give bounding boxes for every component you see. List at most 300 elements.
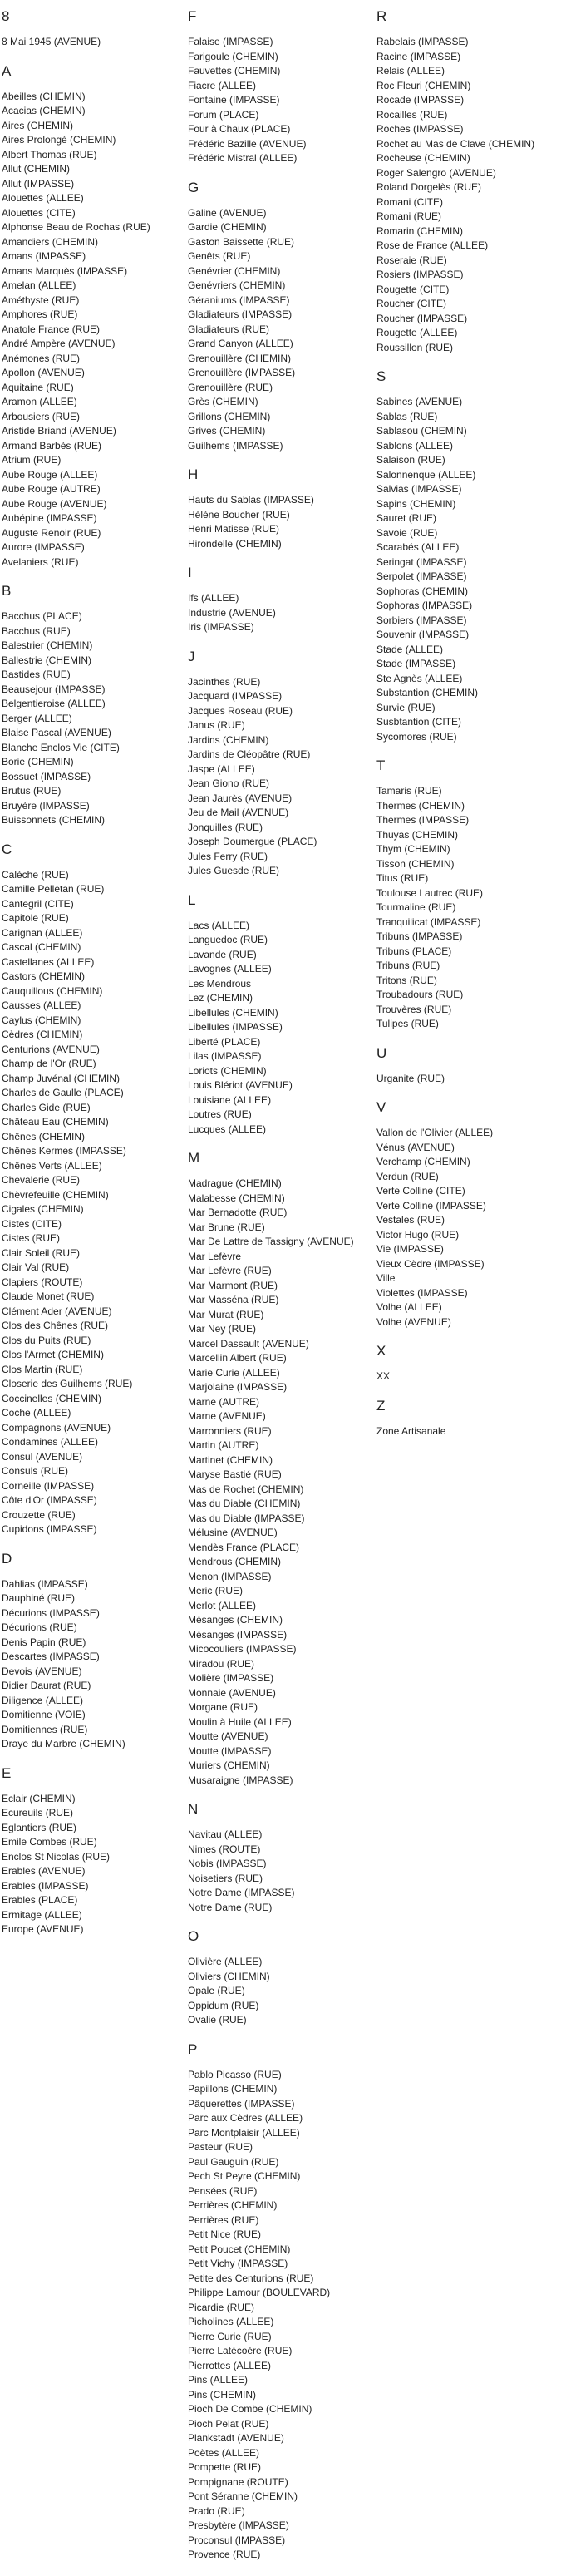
letter-heading: U	[376, 1044, 387, 1061]
street-item: Acacias (CHEMIN)	[2, 105, 86, 116]
street-list	[2, 609, 185, 828]
letter-heading: P	[188, 2041, 198, 2057]
street-item: Fauvettes (CHEMIN)	[188, 65, 281, 76]
street-item: Moulin à Huile (ALLEE)	[188, 1715, 292, 1728]
street-item: Opale (RUE)	[188, 1985, 245, 1996]
street-item: Descartes (IMPASSE)	[2, 1651, 100, 1662]
street-item: Volhe (ALLEE)	[376, 1301, 442, 1313]
street-item: Pompette (RUE)	[188, 2461, 262, 2473]
street-item: Roland Dorgelès (RUE)	[376, 181, 482, 193]
street-item: Industrie (AVENUE)	[188, 606, 276, 619]
street-item: Consul (AVENUE)	[2, 1450, 83, 1463]
street-item: Roussillon (RUE)	[376, 341, 454, 353]
street-item: Parc aux Cèdres (ALLEE)	[188, 2112, 303, 2124]
street-item: Falaise (IMPASSE)	[188, 36, 273, 47]
street-item: Pech St Peyre (CHEMIN)	[188, 2170, 301, 2182]
street-item: Alouettes (ALLEE)	[2, 192, 84, 204]
street-item: Domitienne (VOIE)	[2, 1709, 86, 1720]
street-item: Hauts du Sablas (IMPASSE)	[188, 494, 314, 506]
street-item: Jules Guesde (RUE)	[188, 865, 280, 876]
street-item: Meric (RUE)	[188, 1585, 243, 1596]
street-item: Hirondelle (CHEMIN)	[188, 537, 282, 550]
street-item: Domitiennes (RUE)	[2, 1723, 88, 1735]
street-list	[376, 1072, 559, 1087]
street-item: Urganite (RUE)	[376, 1072, 445, 1084]
street-item: Joseph Doumergue (PLACE)	[188, 836, 317, 847]
street-item: Aires Prolongé (CHEMIN)	[2, 134, 116, 146]
street-item: Verte Colline (CITE)	[376, 1185, 465, 1197]
street-item: Tribuns (PLACE)	[376, 945, 452, 957]
street-item: Rosiers (IMPASSE)	[376, 269, 464, 280]
street-item: Caléche (RUE)	[2, 868, 69, 881]
street-item: Pierrottes (ALLEE)	[188, 2359, 272, 2371]
street-item: Sablasou (CHEMIN)	[376, 425, 467, 437]
street-item: Madrague (CHEMIN)	[188, 1177, 282, 1189]
street-item: Louisiane (ALLEE)	[188, 1093, 272, 1106]
street-item: Mar Lefèvre	[188, 1250, 242, 1262]
street-item: Roches (IMPASSE)	[376, 123, 464, 135]
letter-section-t	[376, 758, 559, 1032]
street-item: Troubadours (RUE)	[376, 989, 464, 1000]
street-item: Stade (IMPASSE)	[376, 658, 456, 669]
street-item: Romani (CITE)	[376, 195, 444, 208]
street-item: Pompignane (ROUTE)	[188, 2475, 288, 2488]
street-item: Lavande (RUE)	[188, 948, 257, 960]
street-item: Provence (RUE)	[188, 2549, 261, 2560]
street-item: Draye du Marbre (CHEMIN)	[2, 1738, 125, 1749]
street-item: Europe (AVENUE)	[2, 1923, 84, 1935]
street-item: Chênes Kermes (IMPASSE)	[2, 1145, 126, 1157]
street-item: Beausejour (IMPASSE)	[2, 683, 106, 695]
street-item: Lucques (ALLEE)	[188, 1123, 267, 1135]
street-item: Violettes (IMPASSE)	[376, 1286, 468, 1299]
street-item: Jacques Roseau (RUE)	[188, 704, 293, 717]
street-item: Bacchus (RUE)	[2, 624, 71, 637]
street-item: André Ampère (AVENUE)	[2, 338, 116, 349]
letter-section-p	[188, 2041, 371, 2563]
street-item: Aramon (ALLEE)	[2, 396, 77, 407]
street-item: Jules Ferry (RUE)	[188, 850, 268, 862]
street-item: Vie (IMPASSE)	[376, 1243, 444, 1255]
street-item: Coche (ALLEE)	[2, 1407, 71, 1419]
street-item: Perrières (RUE)	[188, 2213, 259, 2226]
street-list	[2, 90, 185, 570]
street-list	[376, 1126, 559, 1330]
street-item: Martin (AUTRE)	[188, 1439, 259, 1451]
street-item: Souvenir (IMPASSE)	[376, 629, 470, 640]
street-item: Loriots (CHEMIN)	[188, 1064, 267, 1077]
street-item: Jonquilles (RUE)	[188, 821, 263, 833]
street-item: Marcel Dassault (AVENUE)	[188, 1337, 309, 1350]
street-item: Miradou (RUE)	[188, 1657, 255, 1670]
street-item: Clos des Chênes (RUE)	[2, 1320, 109, 1331]
street-item: Bossuet (IMPASSE)	[2, 770, 91, 782]
street-item: Pablo Picasso (RUE)	[188, 2068, 282, 2080]
street-item: Plankstadt (AVENUE)	[188, 2432, 284, 2444]
street-item: Dahlias (IMPASSE)	[2, 1577, 88, 1590]
street-item: Buissonnets (CHEMIN)	[2, 814, 106, 826]
street-item: Mendès France (PLACE)	[188, 1541, 300, 1553]
street-item: Jeu de Mail (AVENUE)	[188, 807, 289, 818]
street-item: Cupidons (IMPASSE)	[2, 1523, 97, 1535]
street-item: Tisson (CHEMIN)	[376, 857, 455, 870]
street-item: Clos Martin (RUE)	[2, 1363, 83, 1375]
street-item: Maryse Bastié (RUE)	[188, 1468, 282, 1480]
street-item: Rougette (ALLEE)	[376, 327, 458, 338]
street-item: Ballestrie (CHEMIN)	[2, 654, 92, 666]
street-item: Sophoras (IMPASSE)	[376, 600, 473, 611]
street-item: Pâquerettes (IMPASSE)	[188, 2097, 295, 2110]
street-item: Loutres (RUE)	[188, 1108, 252, 1120]
street-item: Prado (RUE)	[188, 2504, 245, 2517]
street-list	[188, 206, 371, 454]
street-item: Seringat (IMPASSE)	[376, 555, 467, 568]
letter-heading: X	[376, 1343, 386, 1359]
street-item: Cascal (CHEMIN)	[2, 941, 81, 953]
street-item: Gardie (CHEMIN)	[188, 221, 267, 233]
street-item: Arbousiers (RUE)	[2, 410, 81, 422]
street-item: Ermitage (ALLEE)	[2, 1908, 82, 1921]
street-item: Papillons (CHEMIN)	[188, 2083, 278, 2095]
street-item: Mésanges (CHEMIN)	[188, 1614, 283, 1626]
street-item: Ste Agnès (ALLEE)	[376, 672, 463, 684]
street-item: Albert Thomas (RUE)	[2, 148, 97, 160]
street-item: Perrières (CHEMIN)	[188, 2199, 278, 2211]
letter-section-u	[376, 1045, 559, 1087]
street-item: Marne (AUTRE)	[188, 1395, 260, 1408]
street-item: Zone Artisanale	[376, 1424, 446, 1437]
street-item: Ville	[376, 1272, 396, 1284]
letter-heading: T	[376, 758, 386, 773]
street-item: Marcellin Albert (RUE)	[188, 1352, 287, 1364]
street-item: Janus (RUE)	[188, 719, 245, 731]
street-item: Fiacre (ALLEE)	[188, 79, 257, 91]
street-item: Vieux Cèdre (IMPASSE)	[376, 1257, 485, 1270]
street-item: Rougette (CITE)	[376, 283, 450, 295]
street-item: Marronniers (RUE)	[188, 1424, 272, 1437]
street-item: Stade (ALLEE)	[376, 643, 444, 655]
street-item: Scarabés (ALLEE)	[376, 541, 460, 553]
letter-heading: V	[376, 1099, 386, 1115]
street-item: Frédéric Bazille (AVENUE)	[188, 137, 307, 150]
street-item: Capitole (RUE)	[2, 912, 69, 924]
street-item: Malabesse (CHEMIN)	[188, 1192, 285, 1204]
street-item: Libellules (CHEMIN)	[188, 1006, 278, 1019]
street-item: Fontaine (IMPASSE)	[188, 94, 280, 106]
street-list	[376, 395, 559, 744]
letter-section-e	[2, 1765, 185, 1937]
street-item: Géraniums (IMPASSE)	[188, 294, 290, 306]
street-item: Mar Bernadotte (RUE)	[188, 1207, 288, 1218]
letter-heading: D	[2, 1550, 12, 1567]
street-item: Erables (IMPASSE)	[2, 1879, 89, 1892]
street-item: Amelan (ALLEE)	[2, 279, 76, 291]
letter-heading: M	[188, 1150, 200, 1166]
street-item: Verchamp (CHEMIN)	[376, 1156, 470, 1167]
street-item: Mendrous (CHEMIN)	[188, 1556, 282, 1567]
street-item: Romani (RUE)	[376, 210, 442, 222]
letter-section-o	[188, 1928, 371, 2028]
street-item: Survie (RUE)	[376, 701, 436, 713]
street-item: Centurions (AVENUE)	[2, 1043, 100, 1055]
street-item: Victor Hugo (RUE)	[376, 1228, 460, 1241]
street-item: Rochet au Mas de Clave (CHEMIN)	[376, 137, 535, 150]
street-item: Belgentieroise (ALLEE)	[2, 698, 106, 709]
street-item: Tourmaline (RUE)	[376, 901, 456, 913]
street-item: Chênes Verts (ALLEE)	[2, 1159, 102, 1172]
street-item: Nobis (IMPASSE)	[188, 1858, 267, 1869]
street-item: Compagnons (AVENUE)	[2, 1421, 111, 1434]
street-item: Jacquard (IMPASSE)	[188, 690, 283, 702]
street-item: Grives (CHEMIN)	[188, 425, 266, 437]
street-item: Brutus (RUE)	[2, 785, 62, 797]
letter-heading: A	[2, 62, 12, 79]
street-item: Tamaris (RUE)	[376, 785, 442, 797]
street-item: Les Mendrous	[188, 977, 252, 989]
letter-heading: O	[188, 1928, 199, 1944]
street-item: Presbytère (IMPASSE)	[188, 2519, 289, 2531]
street-item: Consuls (RUE)	[2, 1465, 69, 1477]
street-item: Grenouillère (CHEMIN)	[188, 352, 292, 364]
street-list	[188, 35, 371, 166]
letter-heading: S	[376, 368, 386, 384]
street-item: Marne (AVENUE)	[188, 1410, 266, 1422]
street-item: Morgane (RUE)	[188, 1701, 258, 1713]
street-item: Petit Nice (RUE)	[188, 2228, 262, 2240]
street-item: Rabelais (IMPASSE)	[376, 36, 469, 47]
street-item: Aires (CHEMIN)	[2, 119, 73, 131]
street-list	[188, 591, 371, 635]
street-column-1	[2, 8, 185, 1951]
letter-heading: N	[188, 1801, 199, 1817]
street-item: Jean Jaurès (AVENUE)	[188, 792, 293, 804]
letter-heading: F	[188, 8, 197, 24]
street-item: Aristide Briand (AVENUE)	[2, 425, 116, 437]
street-item: Pierre Latécoère (RUE)	[188, 2345, 293, 2356]
street-item: Volhe (AVENUE)	[376, 1315, 451, 1328]
street-item: Musaraigne (IMPASSE)	[188, 1774, 293, 1786]
street-item: Amans (IMPASSE)	[2, 250, 86, 262]
street-item: Louis Blériot (AVENUE)	[188, 1079, 293, 1091]
street-item: Didier Daurat (RUE)	[2, 1680, 91, 1691]
street-item: Substantion (CHEMIN)	[376, 687, 479, 698]
street-item: Poètes (ALLEE)	[188, 2446, 260, 2459]
street-item: Castors (CHEMIN)	[2, 970, 86, 982]
street-list	[2, 1792, 185, 1937]
street-item: Notre Dame (RUE)	[188, 1901, 273, 1913]
street-item: Cauquillous (CHEMIN)	[2, 985, 103, 997]
street-item: Oppidum (RUE)	[188, 1999, 259, 2011]
letter-section-j	[188, 649, 371, 879]
street-item: Allut (CHEMIN)	[2, 163, 71, 175]
street-item: Eglantiers (RUE)	[2, 1821, 77, 1833]
street-item: Mar Masséna (RUE)	[188, 1294, 279, 1305]
street-item: Cistes (RUE)	[2, 1232, 61, 1244]
street-item: Petit Poucet (CHEMIN)	[188, 2243, 291, 2255]
street-item: Chevalerie (RUE)	[2, 1174, 81, 1186]
street-item: Jardins (CHEMIN)	[188, 733, 269, 746]
street-item: Crouzette (RUE)	[2, 1508, 76, 1521]
street-item: Enclos St Nicolas (RUE)	[2, 1850, 111, 1863]
street-item: Tulipes (RUE)	[376, 1018, 439, 1029]
letter-section-n	[188, 1801, 371, 1915]
street-item: Anémones (RUE)	[2, 352, 81, 364]
street-item: Gladiateurs (IMPASSE)	[188, 308, 293, 320]
street-item: Lez (CHEMIN)	[188, 992, 253, 1004]
street-item: Henri Matisse (RUE)	[188, 523, 280, 535]
letter-section-r	[376, 8, 559, 355]
street-item: Pensées (RUE)	[188, 2184, 258, 2197]
street-item: Mar Lefèvre (RUE)	[188, 1265, 272, 1276]
street-item: Amandiers (CHEMIN)	[2, 235, 99, 248]
street-item: 8 Mai 1945 (AVENUE)	[2, 36, 101, 47]
street-item: Liberté (PLACE)	[188, 1035, 261, 1048]
street-item: Côte d'Or (IMPASSE)	[2, 1494, 97, 1506]
street-item: Roseraie (RUE)	[376, 254, 447, 266]
street-item: Pins (ALLEE)	[188, 2374, 249, 2386]
street-item: Racine (IMPASSE)	[376, 50, 461, 62]
street-item: Gaston Baissette (RUE)	[188, 235, 295, 248]
street-item: Rocade (IMPASSE)	[376, 94, 465, 106]
street-item: Pont Séranne (CHEMIN)	[188, 2490, 298, 2502]
street-item: Galine (AVENUE)	[188, 206, 267, 219]
letter-heading: I	[188, 565, 192, 580]
street-item: Clapiers (ROUTE)	[2, 1276, 83, 1288]
street-item: Forum (PLACE)	[188, 108, 259, 121]
street-item: Jaspe (ALLEE)	[188, 762, 255, 775]
street-item: Eclair (CHEMIN)	[2, 1792, 76, 1804]
street-item: Grès (CHEMIN)	[188, 396, 258, 407]
street-item: Sorbiers (IMPASSE)	[376, 614, 467, 626]
street-item: Sophoras (CHEMIN)	[376, 585, 469, 597]
street-item: Sapins (CHEMIN)	[376, 497, 456, 510]
street-item: Navitau (ALLEE)	[188, 1828, 263, 1840]
street-list	[188, 675, 371, 879]
street-item: Borie (CHEMIN)	[2, 756, 74, 767]
street-item: Micocouliers (IMPASSE)	[188, 1643, 297, 1655]
letter-section-f	[188, 8, 371, 166]
street-item: Monnaie (AVENUE)	[188, 1686, 276, 1699]
street-item: Lilas (IMPASSE)	[188, 1050, 262, 1062]
street-item: Aube Rouge (AUTRE)	[2, 483, 101, 495]
street-item: Genêts (RUE)	[188, 250, 251, 262]
street-item: Mar Marmont (RUE)	[188, 1279, 278, 1291]
letter-section-a	[2, 63, 185, 570]
letter-section-8	[2, 8, 185, 50]
street-item: Ifs (ALLEE)	[188, 592, 239, 604]
street-item: Jardins de Cléopâtre (RUE)	[188, 748, 311, 760]
street-item: Carignan (ALLEE)	[2, 926, 83, 939]
street-item: Aube Rouge (ALLEE)	[2, 468, 98, 481]
street-item: Mélusine (AVENUE)	[188, 1527, 278, 1538]
street-item: Sabines (AVENUE)	[376, 396, 463, 407]
street-item: Château Eau (CHEMIN)	[2, 1116, 109, 1128]
street-item: Farigoule (CHEMIN)	[188, 50, 278, 62]
street-item: Denis Papin (RUE)	[2, 1636, 86, 1648]
street-item: Bastides (RUE)	[2, 669, 71, 680]
street-item: Condamines (ALLEE)	[2, 1436, 99, 1448]
street-list	[188, 919, 371, 1137]
street-item: Titus (RUE)	[376, 872, 429, 884]
street-item: Libellules (IMPASSE)	[188, 1021, 283, 1033]
letter-heading: B	[2, 583, 12, 599]
street-item: Aurore (IMPASSE)	[2, 541, 85, 553]
street-item: Verte Colline (IMPASSE)	[376, 1199, 486, 1212]
street-item: Dauphiné (RUE)	[2, 1592, 76, 1604]
street-item: Clair Val (RUE)	[2, 1261, 70, 1273]
street-item: Hélène Boucher (RUE)	[188, 508, 290, 521]
street-item: Chèvrefeuille (CHEMIN)	[2, 1188, 109, 1201]
street-item: Proconsul (IMPASSE)	[188, 2534, 286, 2546]
street-item: Salaison (RUE)	[376, 454, 445, 466]
street-item: Mar Ney (RUE)	[188, 1323, 257, 1335]
street-item: Tribuns (RUE)	[376, 960, 440, 971]
street-item: Olivière (ALLEE)	[188, 1956, 263, 1967]
street-item: Alphonse Beau de Rochas (RUE)	[2, 221, 150, 233]
letter-heading: Z	[376, 1397, 386, 1414]
letter-heading: H	[188, 466, 199, 482]
street-item: Clair Soleil (RUE)	[2, 1246, 81, 1259]
street-item: Emile Combes (RUE)	[2, 1836, 97, 1848]
street-item: Auguste Renoir (RUE)	[2, 526, 101, 539]
street-item: Cantegril (CITE)	[2, 897, 74, 910]
street-item: Mésanges (IMPASSE)	[188, 1628, 288, 1641]
street-item: Champ Juvénal (CHEMIN)	[2, 1072, 121, 1084]
street-item: Rocheuse (CHEMIN)	[376, 152, 470, 164]
street-item: Blaise Pascal (AVENUE)	[2, 727, 111, 738]
street-item: Améthyste (RUE)	[2, 294, 80, 306]
street-item: Causses (ALLEE)	[2, 999, 81, 1011]
street-item: Clément Ader (AVENUE)	[2, 1305, 112, 1317]
letter-heading: E	[2, 1764, 12, 1781]
street-list	[376, 35, 559, 355]
street-item: Décurions (RUE)	[2, 1621, 77, 1633]
street-item: Rocailles (RUE)	[376, 108, 448, 121]
street-item: Castellanes (ALLEE)	[2, 955, 95, 968]
street-item: Genévriers (CHEMIN)	[188, 279, 286, 291]
letter-heading: C	[2, 841, 12, 857]
street-item: Thermes (CHEMIN)	[376, 799, 465, 812]
street-item: Frédéric Mistral (ALLEE)	[188, 152, 298, 164]
street-item: Berger (ALLEE)	[2, 712, 72, 724]
street-item: Chênes (CHEMIN)	[2, 1130, 86, 1142]
street-item: Toulouse Lautrec (RUE)	[376, 886, 484, 899]
street-item: Philippe Lamour (BOULEVARD)	[188, 2287, 331, 2298]
street-item: Ecureuils (RUE)	[2, 1807, 74, 1818]
street-item: Erables (AVENUE)	[2, 1865, 86, 1877]
street-item: Lacs (ALLEE)	[188, 919, 250, 931]
letter-section-b	[2, 583, 185, 828]
street-list	[188, 1828, 371, 1915]
street-item: Salvias (IMPASSE)	[376, 483, 462, 495]
street-item: Lavognes (ALLEE)	[188, 963, 272, 975]
street-item: Vestales (RUE)	[376, 1214, 445, 1226]
street-item: Sauret (RUE)	[376, 512, 437, 524]
street-item: Rose de France (ALLEE)	[376, 239, 489, 251]
street-item: Camille Pelletan (RUE)	[2, 883, 105, 895]
street-item: Paul Gauguin (RUE)	[188, 2155, 279, 2168]
street-item: Coccinelles (CHEMIN)	[2, 1392, 102, 1404]
street-item: Merlot (ALLEE)	[188, 1599, 257, 1611]
street-item: Mar Murat (RUE)	[188, 1308, 264, 1320]
street-list	[2, 868, 185, 1537]
street-item: Gladiateurs (RUE)	[188, 323, 270, 335]
street-item: Petit Vichy (IMPASSE)	[188, 2258, 288, 2269]
street-list	[188, 493, 371, 551]
street-item: Bruyère (IMPASSE)	[2, 799, 90, 812]
street-item: Cistes (CITE)	[2, 1217, 62, 1230]
letter-section-d	[2, 1551, 185, 1752]
